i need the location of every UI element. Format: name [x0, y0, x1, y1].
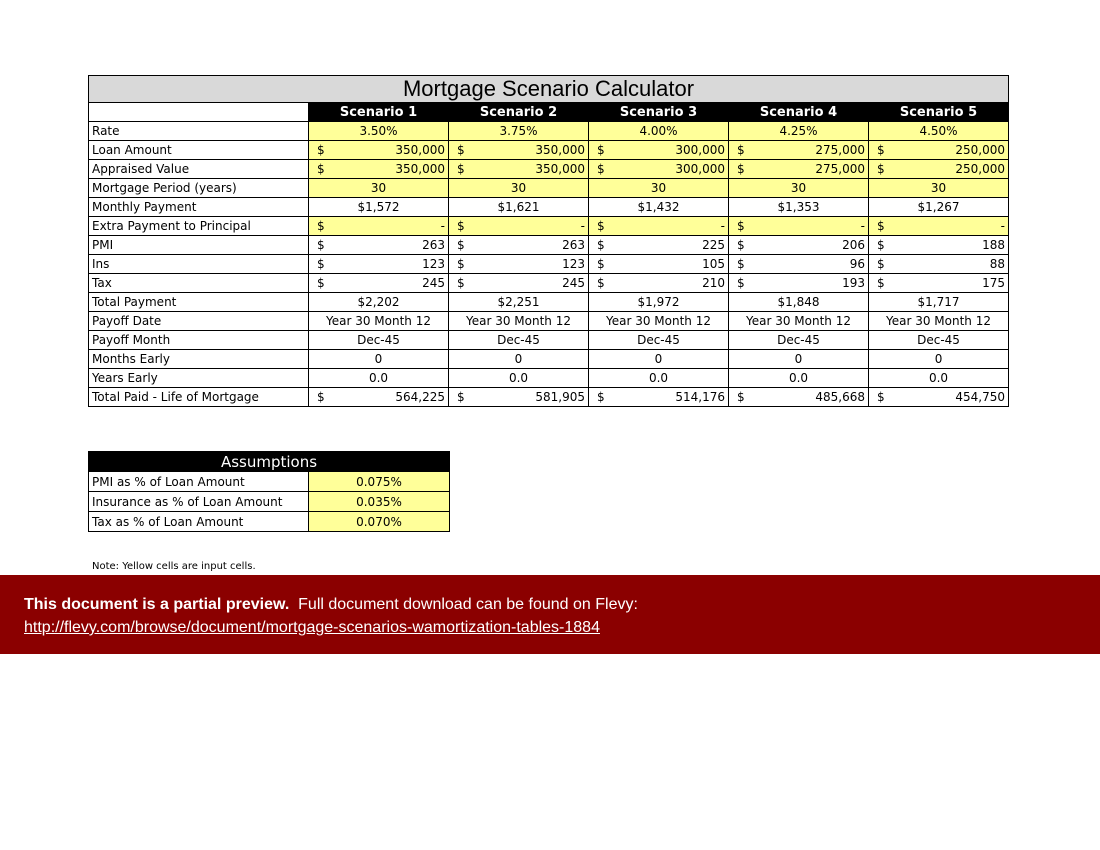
assumption-input-cell[interactable]: 0.070%	[309, 512, 450, 532]
value-cell: $1,621	[449, 198, 589, 217]
cell-value: 300,000	[675, 143, 725, 157]
value-cell: 0	[449, 350, 589, 369]
input-cell[interactable]: 30	[729, 179, 869, 198]
table-row	[89, 293, 1009, 312]
row-label: Payoff Date	[89, 312, 309, 331]
currency-symbol: $	[877, 257, 885, 271]
input-cell[interactable]	[309, 217, 449, 236]
currency-symbol: $	[737, 390, 745, 404]
cell-value: -	[1000, 219, 1006, 233]
value-cell	[589, 388, 729, 407]
currency-symbol: $	[597, 257, 605, 271]
input-cell[interactable]: 30	[449, 179, 589, 198]
currency-symbol: $	[737, 162, 745, 176]
value-cell: $1,717	[869, 293, 1009, 312]
cell-value: 263	[562, 238, 585, 252]
input-cell[interactable]: 30	[869, 179, 1009, 198]
value-cell	[449, 388, 589, 407]
preview-banner	[0, 575, 1100, 654]
input-cell[interactable]: 4.00%	[589, 122, 729, 141]
value-cell: 0.0	[729, 369, 869, 388]
value-cell: $1,972	[589, 293, 729, 312]
currency-symbol: $	[877, 390, 885, 404]
currency-symbol: $	[457, 162, 465, 176]
row-label: Loan Amount	[89, 141, 309, 160]
input-cell[interactable]	[589, 217, 729, 236]
banner-text: Full document download can be found on Flevy:	[298, 596, 638, 613]
currency-symbol: $	[317, 257, 325, 271]
cell-value: 581,905	[535, 390, 585, 404]
currency-symbol: $	[457, 257, 465, 271]
input-cell[interactable]	[729, 141, 869, 160]
table-row	[89, 255, 1009, 274]
input-cell[interactable]	[449, 141, 589, 160]
currency-symbol: $	[597, 276, 605, 290]
cell-value: 275,000	[815, 143, 865, 157]
input-cell[interactable]: 30	[309, 179, 449, 198]
table-row	[89, 122, 1009, 141]
table-row	[89, 369, 1009, 388]
table-row	[89, 198, 1009, 217]
cell-value: 245	[562, 276, 585, 290]
currency-symbol: $	[737, 276, 745, 290]
scenario-header: Scenario 1	[309, 103, 449, 122]
input-cell[interactable]	[309, 141, 449, 160]
cell-value: 350,000	[395, 162, 445, 176]
cell-value: 123	[422, 257, 445, 271]
input-cell[interactable]: 4.50%	[869, 122, 1009, 141]
row-label: Mortgage Period (years)	[89, 179, 309, 198]
cell-value: 225	[702, 238, 725, 252]
row-label: Monthly Payment	[89, 198, 309, 217]
value-cell: $2,202	[309, 293, 449, 312]
table-row	[89, 236, 1009, 255]
assumption-input-cell[interactable]: 0.035%	[309, 492, 450, 512]
value-cell: $1,267	[869, 198, 1009, 217]
assumptions-title-row	[89, 452, 450, 472]
value-cell	[309, 236, 449, 255]
currency-symbol: $	[737, 219, 745, 233]
scenario-header: Scenario 2	[449, 103, 589, 122]
value-cell	[869, 236, 1009, 255]
input-cell[interactable]: 4.25%	[729, 122, 869, 141]
row-label: Ins	[89, 255, 309, 274]
currency-symbol: $	[317, 143, 325, 157]
title-row	[89, 76, 1009, 103]
cell-value: 210	[702, 276, 725, 290]
value-cell	[449, 255, 589, 274]
currency-symbol: $	[597, 219, 605, 233]
input-cell[interactable]	[589, 160, 729, 179]
value-cell: Year 30 Month 12	[869, 312, 1009, 331]
mortgage-calculator-table	[88, 75, 1009, 407]
input-cell[interactable]	[869, 160, 1009, 179]
currency-symbol: $	[737, 143, 745, 157]
value-cell: $1,572	[309, 198, 449, 217]
value-cell	[869, 274, 1009, 293]
value-cell: Dec-45	[449, 331, 589, 350]
row-label: Total Paid - Life of Mortgage	[89, 388, 309, 407]
table-row	[89, 350, 1009, 369]
value-cell	[869, 388, 1009, 407]
currency-symbol: $	[457, 143, 465, 157]
currency-symbol: $	[737, 257, 745, 271]
currency-symbol: $	[597, 143, 605, 157]
value-cell: 0	[869, 350, 1009, 369]
value-cell	[869, 255, 1009, 274]
value-cell	[589, 255, 729, 274]
assumption-label: Insurance as % of Loan Amount	[89, 492, 309, 512]
value-cell	[309, 255, 449, 274]
scenario-header: Scenario 5	[869, 103, 1009, 122]
table-row	[89, 312, 1009, 331]
cell-value: 193	[842, 276, 865, 290]
cell-value: 454,750	[955, 390, 1006, 404]
cell-value: -	[720, 219, 725, 233]
value-cell	[729, 236, 869, 255]
assumption-label: Tax as % of Loan Amount	[89, 512, 309, 532]
banner-bold-text: This document is a partial preview.	[24, 596, 290, 613]
cell-value: 105	[702, 257, 725, 271]
cell-value: 350,000	[535, 162, 585, 176]
row-label: Months Early	[89, 350, 309, 369]
value-cell: $1,353	[729, 198, 869, 217]
assumption-row	[89, 512, 450, 532]
currency-symbol: $	[457, 390, 465, 404]
currency-symbol: $	[317, 276, 325, 290]
cell-value: 564,225	[395, 390, 445, 404]
cell-value: -	[580, 219, 585, 233]
currency-symbol: $	[737, 238, 745, 252]
row-label: Total Payment	[89, 293, 309, 312]
assumption-label: PMI as % of Loan Amount	[89, 472, 309, 492]
scenario-header-row	[89, 103, 1009, 122]
row-label: Rate	[89, 122, 309, 141]
table-row	[89, 179, 1009, 198]
cell-value: -	[440, 219, 445, 233]
flevy-download-link[interactable]: http://flevy.com/browse/document/mortgage-scenarios-wamortization-tables-1884	[24, 619, 600, 636]
input-cell[interactable]: 30	[589, 179, 729, 198]
value-cell: Dec-45	[309, 331, 449, 350]
scenario-header: Scenario 3	[589, 103, 729, 122]
cell-value: 275,000	[815, 162, 865, 176]
value-cell	[729, 255, 869, 274]
assumption-row	[89, 472, 450, 492]
currency-symbol: $	[317, 219, 325, 233]
currency-symbol: $	[317, 390, 325, 404]
assumption-row	[89, 492, 450, 512]
assumption-input-cell[interactable]: 0.075%	[309, 472, 450, 492]
value-cell: Year 30 Month 12	[309, 312, 449, 331]
value-cell: 0.0	[869, 369, 1009, 388]
input-cell[interactable]	[729, 160, 869, 179]
value-cell	[589, 274, 729, 293]
currency-symbol: $	[457, 238, 465, 252]
cell-value: 96	[849, 257, 865, 271]
table-row	[89, 388, 1009, 407]
cell-value: 300,000	[675, 162, 725, 176]
table-row	[89, 274, 1009, 293]
input-cell[interactable]: 3.75%	[449, 122, 589, 141]
row-label: Tax	[89, 274, 309, 293]
input-cell[interactable]	[449, 217, 589, 236]
currency-symbol: $	[877, 276, 885, 290]
value-cell: $1,848	[729, 293, 869, 312]
input-cell[interactable]	[589, 141, 729, 160]
cell-value: 88	[989, 257, 1006, 271]
value-cell: Year 30 Month 12	[729, 312, 869, 331]
cell-value: 350,000	[535, 143, 585, 157]
currency-symbol: $	[317, 162, 325, 176]
currency-symbol: $	[877, 238, 885, 252]
value-cell: 0	[309, 350, 449, 369]
cell-value: 514,176	[675, 390, 725, 404]
value-cell	[729, 274, 869, 293]
value-cell	[729, 388, 869, 407]
input-cell[interactable]	[729, 217, 869, 236]
value-cell: Year 30 Month 12	[449, 312, 589, 331]
value-cell: Dec-45	[589, 331, 729, 350]
currency-symbol: $	[457, 219, 465, 233]
cell-value: 123	[562, 257, 585, 271]
cell-value: -	[860, 219, 865, 233]
row-label: Appraised Value	[89, 160, 309, 179]
page-title: Mortgage Scenario Calculator	[89, 76, 1009, 103]
cell-value: 245	[422, 276, 445, 290]
header-blank-cell	[89, 103, 309, 122]
input-cell[interactable]	[309, 160, 449, 179]
currency-symbol: $	[877, 219, 885, 233]
row-label: Years Early	[89, 369, 309, 388]
value-cell: 0	[729, 350, 869, 369]
row-label: Extra Payment to Principal	[89, 217, 309, 236]
value-cell	[449, 236, 589, 255]
value-cell: Dec-45	[729, 331, 869, 350]
row-label: PMI	[89, 236, 309, 255]
value-cell: 0.0	[449, 369, 589, 388]
assumptions-title: Assumptions	[89, 452, 450, 472]
cell-value: 175	[982, 276, 1006, 290]
table-row	[89, 160, 1009, 179]
currency-symbol: $	[597, 238, 605, 252]
value-cell	[309, 388, 449, 407]
currency-symbol: $	[597, 390, 605, 404]
input-cells-note: Note: Yellow cells are input cells.	[92, 561, 256, 572]
input-cell[interactable]	[449, 160, 589, 179]
scenario-header: Scenario 4	[729, 103, 869, 122]
currency-symbol: $	[877, 162, 885, 176]
assumptions-table	[88, 451, 450, 532]
table-row	[89, 217, 1009, 236]
value-cell: 0.0	[589, 369, 729, 388]
row-label: Payoff Month	[89, 331, 309, 350]
cell-value: 263	[422, 238, 445, 252]
value-cell: Dec-45	[869, 331, 1009, 350]
value-cell	[309, 274, 449, 293]
input-cell[interactable]	[869, 217, 1009, 236]
value-cell: 0	[589, 350, 729, 369]
value-cell: Year 30 Month 12	[589, 312, 729, 331]
cell-value: 485,668	[815, 390, 865, 404]
cell-value: 188	[982, 238, 1006, 252]
cell-value: 250,000	[955, 162, 1006, 176]
currency-symbol: $	[877, 143, 885, 157]
value-cell	[589, 236, 729, 255]
input-cell[interactable]: 3.50%	[309, 122, 449, 141]
value-cell: 0.0	[309, 369, 449, 388]
cell-value: 250,000	[955, 143, 1006, 157]
cell-value: 350,000	[395, 143, 445, 157]
value-cell: $1,432	[589, 198, 729, 217]
currency-symbol: $	[457, 276, 465, 290]
value-cell: $2,251	[449, 293, 589, 312]
table-row	[89, 331, 1009, 350]
currency-symbol: $	[317, 238, 325, 252]
currency-symbol: $	[597, 162, 605, 176]
value-cell	[449, 274, 589, 293]
cell-value: 206	[842, 238, 865, 252]
input-cell[interactable]	[869, 141, 1009, 160]
table-row	[89, 141, 1009, 160]
